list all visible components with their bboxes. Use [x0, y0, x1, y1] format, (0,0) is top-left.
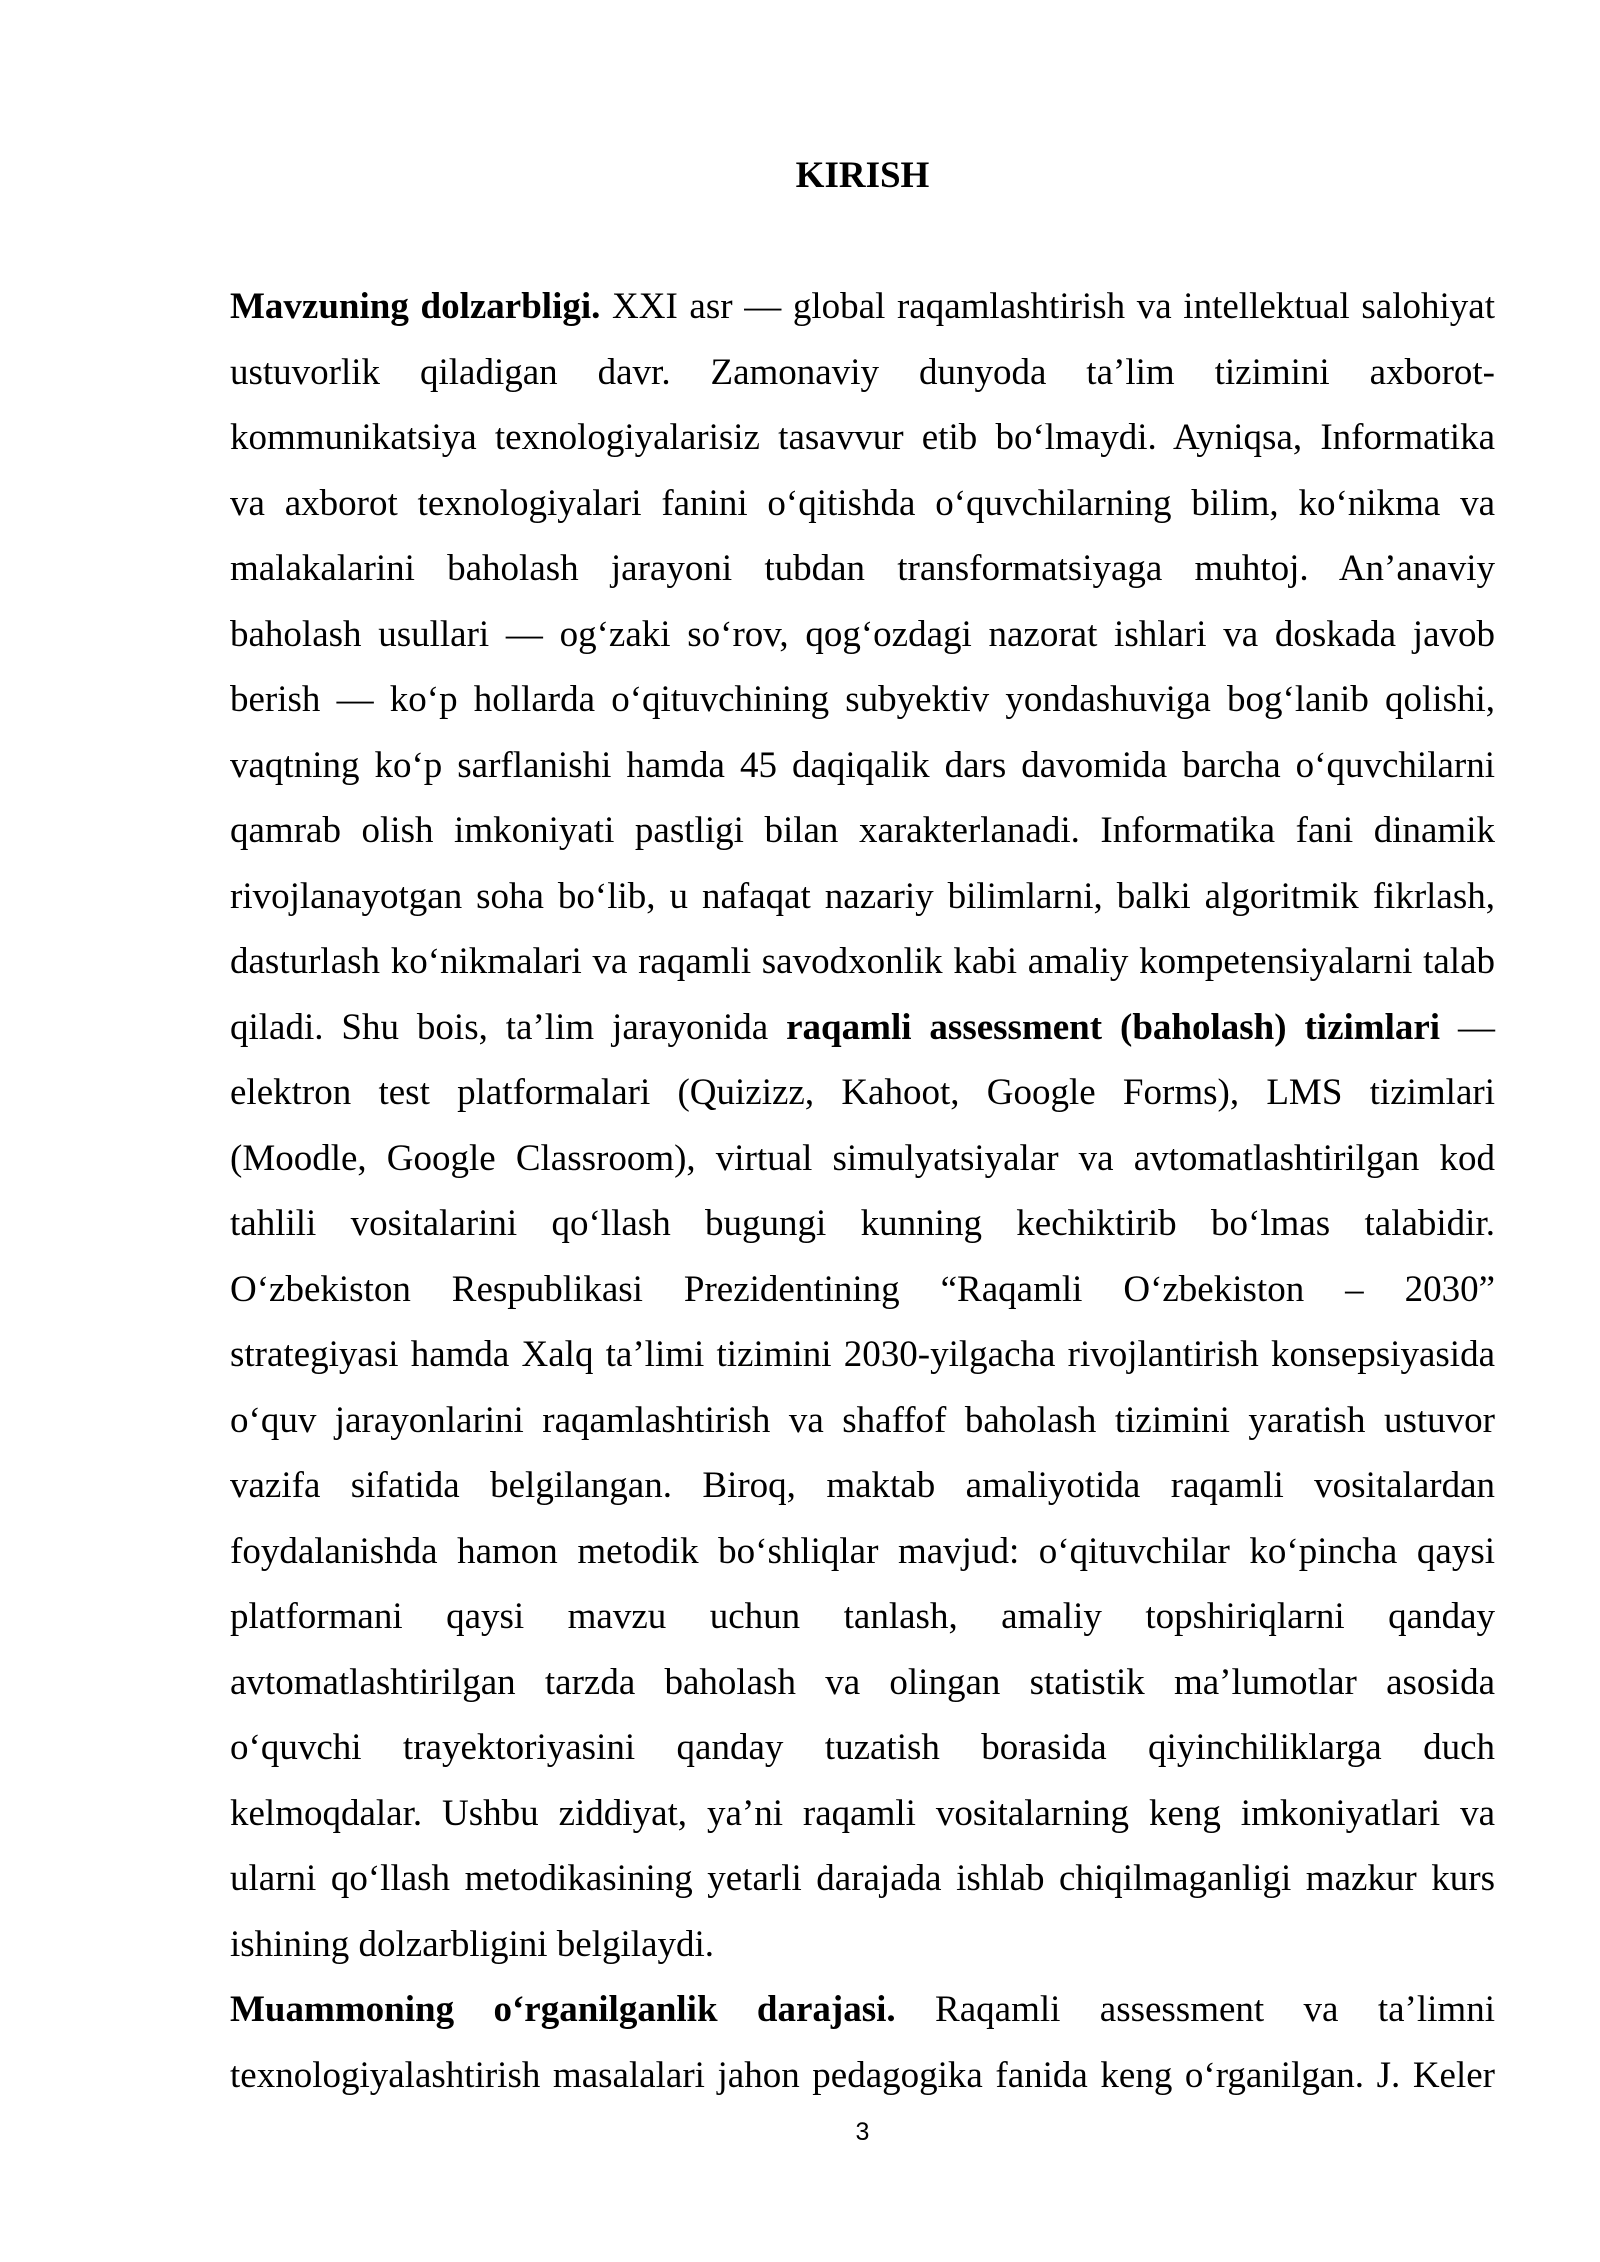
line-text: qamrab olish imkoniyati pastligi bilan xarakterlanadi. Informatika fani dinamik [230, 810, 1495, 851]
line-text: malakalarini baholash jarayoni tubdan transformatsiyaga muhtoj. An’anaviy [230, 548, 1495, 589]
text-line [230, 1977, 1495, 2043]
text-line [230, 340, 1495, 406]
text-line [230, 405, 1495, 471]
line-text: tahlili vositalarini qo‘llash bugungi kunning kechiktirib bo‘lmas talabidir. [230, 1203, 1495, 1244]
text-line [230, 274, 1495, 340]
text-line [230, 1191, 1495, 1257]
line-text: platformani qaysi mavzu uchun tanlash, amaliy topshiriqlarni qanday [230, 1596, 1495, 1637]
bold-term: Muammoning o‘rganilganlik darajasi. [230, 1989, 896, 2030]
text-line [230, 995, 1495, 1061]
line-text: ularni qo‘llash metodikasining yetarli darajada ishlab chiqilmaganligi mazkur kurs [230, 1858, 1495, 1899]
page-number: 3 [855, 2118, 870, 2146]
line-text: foydalanishda hamon metodik bo‘shliqlar mavjud: o‘qituvchilar ko‘pincha qaysi [230, 1530, 1495, 1572]
text-line [230, 1715, 1495, 1781]
text-line [230, 1257, 1495, 1323]
text-line [230, 1453, 1495, 1519]
line-text: o‘quvchi trayektoriyasini qanday tuzatish borasida qiyinchiliklarga duch [230, 1727, 1495, 1768]
section-title: KIRISH [795, 155, 930, 196]
text-line [230, 798, 1495, 864]
text-line [230, 929, 1495, 995]
line-text: ustuvorlik qiladigan davr. Zamonaviy dunyoda ta’lim tizimini axborot- [230, 351, 1495, 393]
line-text: va axborot texnologiyalari fanini o‘qitishda o‘quvchilarning bilim, ko‘nikma va [230, 482, 1495, 524]
text-line [230, 1584, 1495, 1650]
line-text: (Moodle, Google Classroom), virtual simulyatsiyalar va avtomatlashtirilgan kod [230, 1137, 1495, 1179]
text-line [230, 1846, 1495, 1912]
line-text: kommunikatsiya texnologiyalarisiz tasavvur etib bo‘lmaydi. Ayniqsa, Informatika [230, 417, 1495, 458]
text-line [230, 733, 1495, 799]
line-text: vazifa sifatida belgilangan. Biroq, maktab amaliyotida raqamli vositalardan [230, 1465, 1495, 1506]
text-line [230, 1519, 1495, 1585]
paragraph [230, 1977, 1495, 2108]
line-text: — [1440, 1006, 1496, 1048]
body-text [230, 274, 1495, 2108]
line-text: o‘quv jarayonlarini raqamlashtirish va shaffof baholash tizimini yaratish ustuvor [230, 1399, 1495, 1441]
line-text: berish — ko‘p hollarda o‘qituvchining subyektiv yondashuviga bog‘lanib qolishi, [230, 679, 1495, 720]
paragraph [230, 274, 1495, 1977]
text-line [230, 667, 1495, 733]
line-text: Raqamli assessment va ta’limni [895, 1989, 1495, 2030]
line-text: XXI asr — global raqamlashtirish va intellektual salohiyat [600, 286, 1495, 327]
bold-term: raqamli assessment (baholash) tizimlari [786, 1006, 1441, 1048]
line-text: dasturlash ko‘nikmalari va raqamli savodxonlik kabi amaliy kompetensiyalarni talab [230, 941, 1495, 982]
text-line [230, 1912, 1495, 1978]
text-line [230, 471, 1495, 537]
text-line [230, 602, 1495, 668]
text-line [230, 1126, 1495, 1192]
line-text: strategiyasi hamda Xalq ta’limi tizimini 2030-yilgacha rivojlantirish konsepsiyasida [230, 1334, 1495, 1375]
line-text: qiladi. Shu bois, ta’lim jarayonida [230, 1006, 787, 1048]
text-line [230, 1322, 1495, 1388]
line-text: ishining dolzarbligini belgilaydi. [230, 1923, 715, 1965]
text-line [230, 1388, 1495, 1454]
line-text: kelmoqdalar. Ushbu ziddiyat, ya’ni raqamli vositalarning keng imkoniyatlari va [230, 1792, 1495, 1834]
line-text: O‘zbekiston Respublikasi Prezidentining “Raqamli O‘zbekiston – 2030” [230, 1268, 1495, 1310]
line-text: vaqtning ko‘p sarflanishi hamda 45 daqiqalik dars davomida barcha o‘quvchilarni [230, 744, 1495, 786]
line-text: baholash usullari — og‘zaki so‘rov, qog‘ozdagi nazorat ishlari va doskada javob [230, 613, 1495, 655]
text-line [230, 536, 1495, 602]
text-line [230, 1650, 1495, 1716]
line-text: elektron test platformalari (Quizizz, Kahoot, Google Forms), LMS tizimlari [230, 1072, 1495, 1113]
line-text: texnologiyalashtirish masalalari jahon pedagogika fanida keng o‘rganilgan. J. Keler [230, 2054, 1495, 2096]
line-text: avtomatlashtirilgan tarzda baholash va olingan statistik ma’lumotlar asosida [230, 1661, 1495, 1703]
text-line [230, 1060, 1495, 1126]
text-line [230, 1781, 1495, 1847]
text-line [230, 2043, 1495, 2109]
line-text: rivojlanayotgan soha bo‘lib, u nafaqat nazariy bilimlarni, balki algoritmik fikrlash, [230, 875, 1495, 917]
text-line [230, 864, 1495, 930]
bold-term: Mavzuning dolzarbligi. [230, 286, 601, 327]
